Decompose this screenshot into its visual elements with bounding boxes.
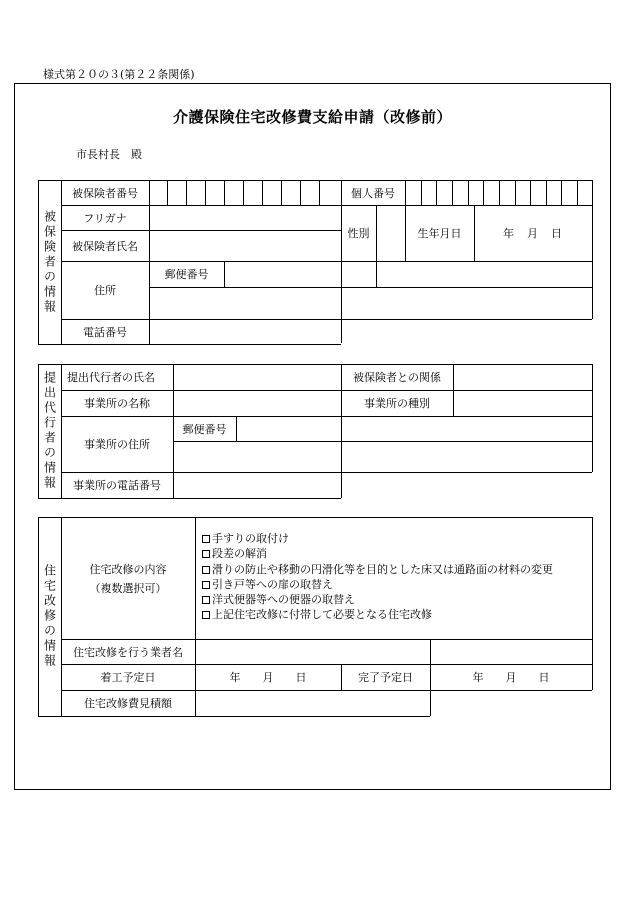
checkbox-icon[interactable] bbox=[202, 550, 210, 558]
sex-label: 性別 bbox=[347, 227, 370, 240]
office-phone-input[interactable] bbox=[174, 473, 340, 497]
office-name-label: 事業所の名称 bbox=[84, 397, 150, 410]
estimate-input[interactable] bbox=[196, 691, 429, 715]
option-sliding-door[interactable]: 引き戸等への扉の取替え bbox=[202, 577, 553, 592]
office-phone-label: 事業所の電話番号 bbox=[73, 479, 161, 492]
checkbox-icon[interactable] bbox=[202, 611, 210, 619]
office-address-label: 事業所の住所 bbox=[84, 438, 150, 451]
relation-label: 被保険者との関係 bbox=[353, 371, 441, 384]
option-handrail[interactable]: 手すりの取付け bbox=[202, 531, 553, 546]
insured-section-heading: 被保険者の情報 bbox=[42, 209, 57, 315]
sex-input[interactable] bbox=[377, 206, 404, 260]
checkbox-icon[interactable] bbox=[202, 566, 210, 574]
relation-input[interactable] bbox=[454, 365, 591, 389]
insured-name-label: 被保険者氏名 bbox=[72, 239, 138, 253]
address-input[interactable] bbox=[150, 288, 591, 318]
completion-date-input[interactable]: 年 月 日 bbox=[472, 671, 550, 684]
postal-code-input[interactable] bbox=[225, 262, 340, 286]
office-type-input[interactable] bbox=[454, 391, 591, 415]
phone-input[interactable] bbox=[150, 320, 340, 343]
option-incidental-work[interactable]: 上記住宅改修に付帯して必要となる住宅改修 bbox=[202, 607, 553, 622]
office-type-label: 事業所の種別 bbox=[364, 397, 430, 410]
insured-number-label: 被保険者番号 bbox=[72, 186, 138, 200]
office-name-input[interactable] bbox=[174, 391, 340, 415]
furigana-input[interactable] bbox=[150, 206, 340, 230]
checkbox-icon[interactable] bbox=[202, 535, 210, 543]
addressee: 市長村長 殿 bbox=[76, 148, 142, 161]
form-number: 様式第２０の３(第２２条関係) bbox=[43, 68, 195, 81]
office-address-input[interactable] bbox=[174, 442, 591, 471]
birthdate-label: 生年月日 bbox=[417, 227, 462, 240]
furigana-label: フリガナ bbox=[83, 211, 127, 225]
renovation-checklist bbox=[202, 531, 553, 623]
agent-postal-code-input[interactable] bbox=[237, 417, 340, 440]
address-label: 住所 bbox=[94, 284, 116, 297]
phone-label: 電話番号 bbox=[83, 325, 127, 339]
renovation-content-label: 住宅改修の内容 bbox=[89, 562, 167, 576]
personal-number-label: 個人番号 bbox=[351, 186, 395, 200]
renovation-section-heading: 住宅改修の情報 bbox=[42, 564, 57, 669]
contractor-input[interactable] bbox=[196, 640, 429, 663]
start-date-input[interactable]: 年 月 日 bbox=[229, 671, 307, 684]
insured-name-input[interactable] bbox=[150, 231, 340, 260]
option-floor-material[interactable]: 滑りの防止や移動の円滑化等を目的とした床又は通路面の材料の変更 bbox=[202, 562, 553, 577]
agent-name-label: 提出代行者の氏名 bbox=[67, 371, 155, 384]
birthdate-input[interactable]: 年 月 日 bbox=[503, 227, 563, 240]
checkbox-icon[interactable] bbox=[202, 596, 210, 604]
contractor-label: 住宅改修を行う業者名 bbox=[73, 645, 183, 659]
postal-code-label: 郵便番号 bbox=[164, 268, 209, 281]
option-western-toilet[interactable]: 洋式便器等への便器の取替え bbox=[202, 592, 553, 607]
start-date-label: 着工予定日 bbox=[100, 671, 156, 684]
agent-name-input[interactable] bbox=[174, 365, 340, 389]
agent-postal-code-label: 郵便番号 bbox=[182, 422, 227, 436]
multiple-choice-note: （複数選択可） bbox=[89, 581, 167, 595]
estimate-label: 住宅改修費見積額 bbox=[84, 697, 172, 710]
page-title: 介護保険住宅改修費支給申請（改修前） bbox=[172, 108, 452, 126]
agent-section-heading: 提出代行者の情報 bbox=[42, 371, 57, 491]
checkbox-icon[interactable] bbox=[202, 581, 210, 589]
option-step-removal[interactable]: 段差の解消 bbox=[202, 546, 553, 561]
completion-date-label: 完了予定日 bbox=[358, 671, 413, 684]
